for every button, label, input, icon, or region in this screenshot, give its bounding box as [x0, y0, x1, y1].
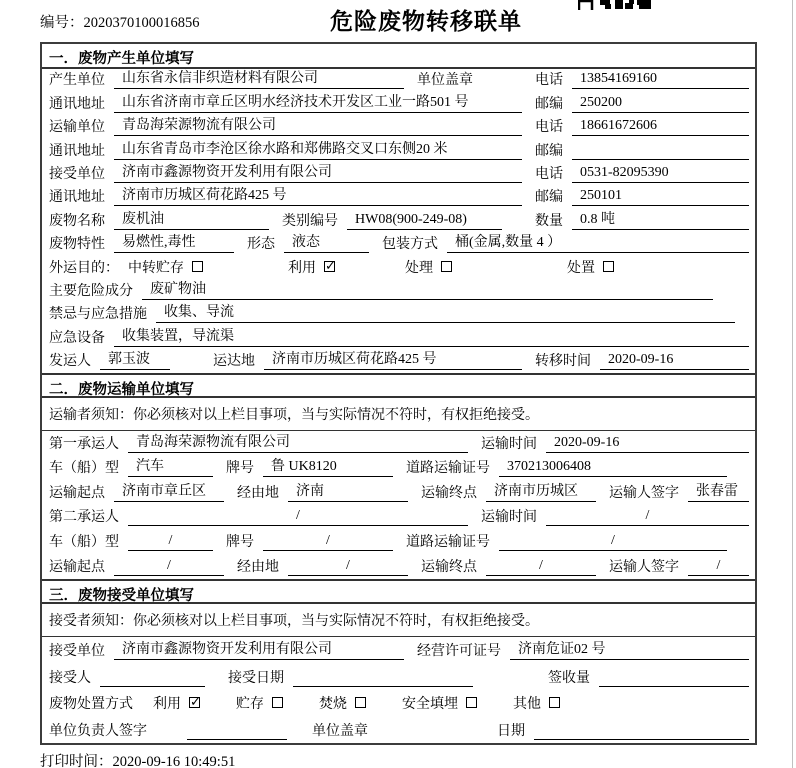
transport-phone-field [535, 116, 749, 136]
phone-label: 电话 [535, 73, 563, 89]
transport-time-value: 2020-09-16 [546, 435, 749, 453]
transport-zip-value [572, 143, 749, 160]
operating-license-label: 经营许可证号 [417, 644, 501, 660]
plate-value: 鲁 UK8120 [263, 455, 393, 477]
taboo-measures-label: 禁忌与应急措施 [49, 307, 147, 323]
field-row-waste-property [42, 233, 755, 256]
signed-quantity-value [599, 670, 749, 687]
produce-zip-value: 250200 [572, 95, 749, 113]
waste-property-label: 废物特性 [49, 237, 105, 253]
page-title: 危险废物转移联单 [330, 8, 522, 34]
category-code-label: 类别编号 [282, 213, 338, 229]
purpose-option-label: 利用 [288, 260, 316, 276]
field-row-produce-address [42, 92, 755, 115]
receive-zip-value: 250101 [572, 188, 749, 206]
disposal-option-label: 焚烧 [319, 697, 347, 713]
produce-address-label: 通讯地址 [49, 96, 105, 112]
route-end-label: 运输终点 [421, 485, 477, 501]
receive-date-label: 接受日期 [228, 670, 284, 686]
plate-value-2: / [263, 533, 393, 551]
field-row-receive-address [42, 186, 755, 209]
transport-unit-label: 运输单位 [49, 120, 105, 136]
transport-time-label: 运输时间 [481, 436, 537, 452]
field-row-receiver-person [42, 663, 755, 690]
destination-value: 济南市历城区荷花路425 号 [264, 348, 522, 370]
field-row-taboo-measures [42, 303, 755, 326]
route-start-label: 运输起点 [49, 559, 105, 575]
transfer-time-label: 转移时间 [535, 354, 591, 370]
taboo-measures-value: 收集、导流 [156, 301, 735, 323]
purpose-option-utilize [288, 257, 335, 277]
unit-seal-label: 单位盖章 [312, 724, 368, 740]
packing-value: 桶(金属,数量 4 ） [447, 231, 749, 253]
transport-time-label: 运输时间 [481, 510, 537, 526]
waste-name-label: 废物名称 [49, 213, 105, 229]
purpose-option-dispose [567, 257, 614, 277]
carrier-sign-value: 张春雷 [688, 480, 749, 502]
receiver-unit-value: 济南市鑫源物资开发利用有限公司 [114, 638, 404, 660]
receiver-unit-label: 接受单位 [49, 644, 105, 660]
route-end-value: 济南市历城区 [486, 480, 596, 502]
disposal-option-store [236, 693, 283, 713]
disposal-method-label: 废物处置方式 [49, 697, 133, 713]
signed-quantity-label: 签收量 [548, 670, 590, 686]
section-producer-header: 一．废物产生单位填写 [42, 44, 755, 69]
transfer-time-value: 2020-09-16 [600, 352, 749, 370]
field-row-hazard-component [42, 280, 755, 303]
emergency-equipment-value: 收集装置，导流渠 [114, 325, 749, 347]
receive-phone-value: 0531-82095390 [572, 165, 749, 183]
receive-address-value: 济南市历城区荷花路425 号 [114, 184, 522, 206]
receiver-person-value [100, 670, 205, 687]
print-time [40, 750, 235, 768]
produce-unit-value: 山东省永信非织造材料有限公司 [114, 67, 404, 89]
phone-label: 电话 [535, 120, 563, 136]
road-license-label: 道路运输证号 [406, 535, 490, 551]
zip-label: 邮编 [535, 190, 563, 206]
transporter-notice: 运输者须知：你必须核对以上栏目事项，当与实际情况不符时，有权拒绝接受。 [42, 398, 755, 431]
waste-property-value: 易燃性,毒性 [114, 231, 234, 253]
receiver-person-label: 接受人 [49, 670, 91, 686]
transport-phone-value: 18661672606 [572, 118, 749, 136]
purpose-option-label: 中转贮存 [128, 260, 184, 276]
disposal-option-landfill [402, 693, 477, 713]
phone-label: 电话 [535, 166, 563, 182]
transport-zip-field [535, 140, 749, 160]
checkbox-storage [192, 261, 203, 272]
field-row-vehicle-1 [42, 456, 755, 481]
quantity-field [535, 208, 749, 230]
waste-name-value: 废机油 [114, 208, 269, 230]
route-via-label: 经由地 [237, 559, 279, 575]
disposal-option-label: 利用 [153, 697, 181, 713]
packing-label: 包装方式 [382, 237, 438, 253]
receive-phone-field [535, 163, 749, 183]
first-carrier-value: 青岛海荣源物流有限公司 [128, 431, 468, 453]
produce-unit-label: 产生单位 [49, 73, 105, 89]
route-end-label: 运输终点 [421, 559, 477, 575]
field-row-emergency-equipment [42, 326, 755, 349]
plate-label: 牌号 [226, 461, 254, 477]
carrier-sign-value-2: / [688, 558, 749, 576]
checkbox-disposal-store [272, 697, 283, 708]
checkbox-disposal-landfill [466, 697, 477, 708]
second-carrier-value: / [128, 508, 468, 526]
carrier-sign-label: 运输人签字 [609, 485, 679, 501]
responsible-sign-label: 单位负责人签字 [49, 724, 147, 740]
document-number [40, 11, 200, 32]
disposal-option-incinerate [319, 693, 366, 713]
document-number-value: 2020370100016856 [83, 15, 200, 31]
vehicle-type-value: 汽车 [128, 455, 213, 477]
vehicle-type-label: 车（船）型 [49, 535, 119, 551]
form-state-label: 形态 [247, 237, 275, 253]
transport-address-value: 山东省青岛市李沧区徐水路和郑佛路交叉口东侧20 米 [114, 138, 522, 160]
field-row-vehicle-2 [42, 529, 755, 554]
disposal-option-utilize [153, 693, 200, 713]
emergency-equipment-label: 应急设备 [49, 330, 105, 346]
disposal-option-label: 贮存 [236, 697, 264, 713]
section-receiver [42, 579, 755, 743]
route-via-value-2: / [288, 558, 408, 576]
field-row-transport-address [42, 139, 755, 162]
quantity-label: 数量 [535, 213, 563, 229]
purpose-option-label: 处置 [567, 260, 595, 276]
field-row-responsible-sign [42, 716, 755, 743]
transport-time-field-2 [481, 506, 749, 526]
field-row-second-carrier [42, 505, 755, 530]
transfer-time-field [535, 350, 749, 370]
route-via-label: 经由地 [237, 485, 279, 501]
checkbox-dispose [603, 261, 614, 272]
hazard-component-value: 废矿物油 [142, 278, 713, 300]
field-row-route-2 [42, 554, 755, 579]
unit-seal-label: 单位盖章 [417, 73, 473, 89]
page-edge-line [792, 0, 793, 768]
purpose-option-storage [128, 257, 203, 277]
second-carrier-label: 第二承运人 [49, 510, 119, 526]
checkbox-disposal-incinerate [355, 697, 366, 708]
field-row-receiver-unit [42, 637, 755, 664]
checkbox-disposal-other [549, 697, 560, 708]
section-transporter [42, 373, 755, 579]
quantity-value: 0.8 吨 [572, 208, 749, 230]
route-start-label: 运输起点 [49, 485, 105, 501]
transfer-purpose-label: 外运目的： [49, 260, 119, 276]
produce-zip-field [535, 93, 749, 113]
form-state-value: 液态 [284, 231, 369, 253]
zip-label: 邮编 [535, 143, 563, 159]
vehicle-type-value-2: / [128, 533, 213, 551]
qr-code-fragment [578, 0, 656, 10]
road-license-value: 370213006408 [499, 459, 727, 477]
field-row-receive-unit [42, 163, 755, 186]
field-row-transport-unit [42, 116, 755, 139]
receive-date-value [293, 670, 473, 687]
carrier-sign-label: 运输人签字 [609, 559, 679, 575]
road-license-value-2: / [499, 533, 727, 551]
disposal-option-label: 安全填埋 [402, 697, 458, 713]
produce-address-value: 山东省济南市章丘区明水经济技术开发区工业一路501 号 [114, 91, 522, 113]
disposal-option-label: 其他 [513, 697, 541, 713]
purpose-option-label: 处理 [405, 260, 433, 276]
field-row-produce-unit [42, 69, 755, 92]
zip-label: 邮编 [535, 96, 563, 112]
plate-label: 牌号 [226, 535, 254, 551]
field-row-disposal-method [42, 690, 755, 717]
transport-unit-value: 青岛海荣源物流有限公司 [114, 114, 522, 136]
first-carrier-label: 第一承运人 [49, 436, 119, 452]
date-value [534, 723, 749, 740]
route-via-value: 济南 [288, 480, 408, 502]
section-producer [42, 44, 755, 373]
receive-unit-value: 济南市鑫源物资开发利用有限公司 [114, 161, 522, 183]
checkbox-utilize [324, 261, 335, 272]
print-time-label: 打印时间： [40, 754, 113, 768]
route-start-value-2: / [114, 558, 224, 576]
field-row-transfer-purpose [42, 256, 755, 279]
print-time-value: 2020-09-16 10:49:51 [112, 754, 236, 768]
field-row-waste-name [42, 209, 755, 232]
purpose-option-treat [405, 257, 452, 277]
receive-address-label: 通讯地址 [49, 190, 105, 206]
route-end-value-2: / [486, 558, 596, 576]
sender-label: 发运人 [49, 354, 91, 370]
route-start-value: 济南市章丘区 [114, 480, 224, 502]
checkbox-treat [441, 261, 452, 272]
operating-license-value: 济南危证02 号 [510, 638, 749, 660]
destination-label: 运达地 [213, 354, 255, 370]
receive-unit-label: 接受单位 [49, 166, 105, 182]
vehicle-type-label: 车（船）型 [49, 461, 119, 477]
section-receiver-header: 三．废物接受单位填写 [42, 579, 755, 604]
road-license-label: 道路运输证号 [406, 461, 490, 477]
produce-phone-value: 13854169160 [572, 71, 749, 89]
hazard-component-label: 主要危险成分 [49, 283, 133, 299]
section-transporter-header: 二．废物运输单位填写 [42, 373, 755, 398]
receiver-notice: 接受者须知：你必须核对以上栏目事项，当与实际情况不符时，有权拒绝接受。 [42, 604, 755, 637]
category-code-value: HW08(900-249-08) [347, 212, 502, 230]
field-row-route-1 [42, 480, 755, 505]
field-row-first-carrier [42, 431, 755, 456]
responsible-sign-value [187, 723, 287, 740]
produce-phone-field [535, 69, 749, 89]
transport-time-field [481, 433, 749, 453]
checkbox-disposal-utilize [189, 697, 200, 708]
receive-zip-field [535, 186, 749, 206]
date-label: 日期 [497, 724, 525, 740]
document-number-label: 编号： [40, 15, 84, 31]
transport-address-label: 通讯地址 [49, 143, 105, 159]
field-row-sender [42, 350, 755, 373]
transport-time-value-2: / [546, 508, 749, 526]
sender-value: 郭玉波 [100, 348, 170, 370]
manifest-form-table [40, 42, 757, 745]
disposal-option-other [513, 693, 560, 713]
